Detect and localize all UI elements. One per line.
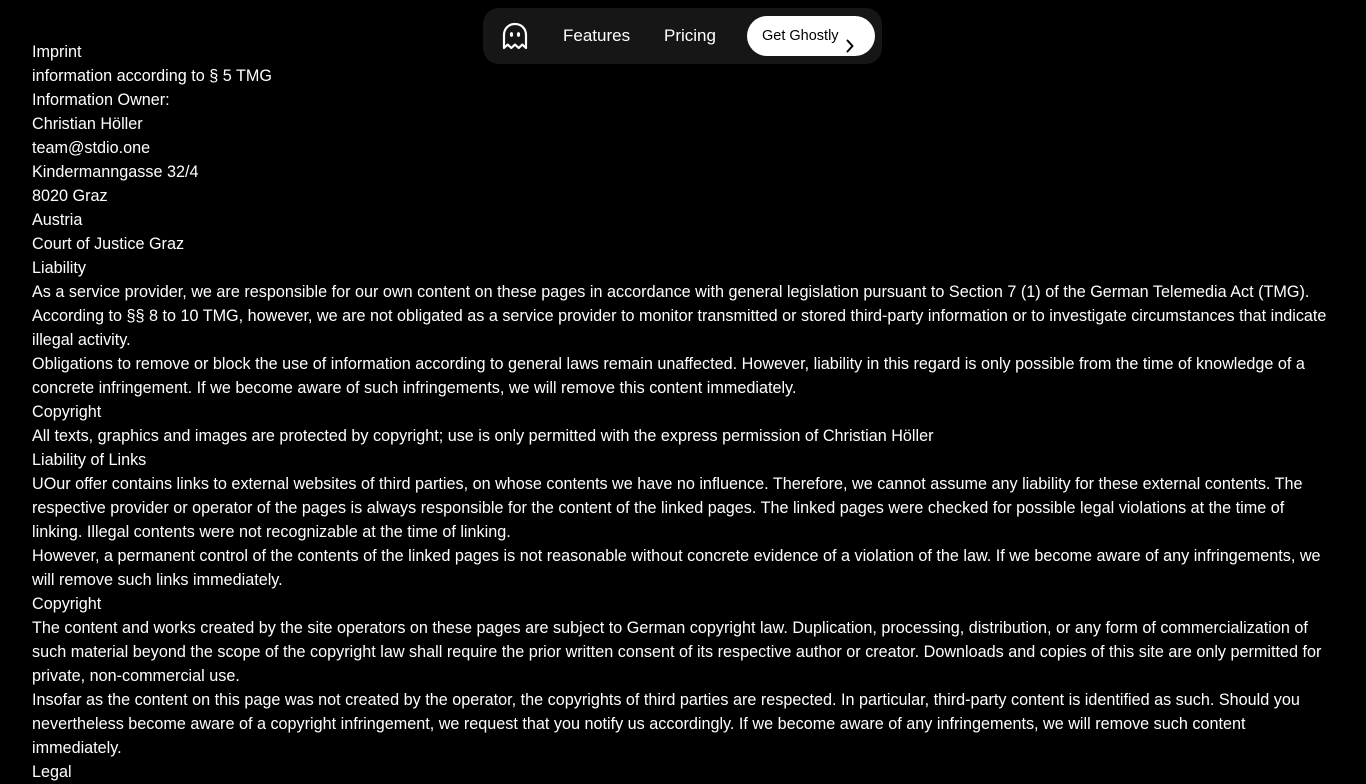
owner-country: Austria — [32, 211, 83, 229]
top-navigation — [483, 8, 882, 64]
liability-heading: Liability — [32, 259, 86, 277]
links-liability-paragraph-1: UOur offer contains links to external websites of third parties, on whose contents we have no influence. Therefore, we cannot assume any liability for these external contents. The respective provider or operator of the pages is always responsible for the content of the linked pages. The linked pages were checked for possible legal violations at the time of linking. Illegal contents were not recognizable at the time of linking. — [32, 475, 1303, 541]
ghost-icon[interactable] — [500, 22, 530, 50]
liability-paragraph-1: As a service provider, we are responsible for our own content on these pages in accordance with general legislation pursuant to Section 7 (1) of the German Telemedia Act (TMG). According to §§ 8 to 10 TMG, however, we are not obligated as a service provider to monitor transmitted or stored third-party information or to investigate circumstances that indicate illegal activity. — [32, 283, 1327, 349]
copyright-law-paragraph-1: The content and works created by the site operators on these pages are subject to German copyright law. Duplication, processing, distribution, or any form of commercialization of such material beyond the scope of the copyright law shall require the prior written consent of its respective author or creator. Downloads and copies of this site are only permitted for private, non-commercial use. — [32, 619, 1322, 685]
court-of-justice: Court of Justice Graz — [32, 235, 185, 253]
liability-paragraph-2: Obligations to remove or block the use of information according to general laws remain unaffected. However, liability in this regard is only possible from the time of knowledge of a concrete infringement. If we become aware of such infringements, we will remove this content immediately. — [32, 355, 1305, 397]
links-liability-paragraph-2: However, a permanent control of the contents of the linked pages is not reasonable without concrete evidence of a violation of the law. If we become aware of any infringements, we will remove such links immediately. — [32, 547, 1321, 589]
owner-name: Christian Höller — [32, 115, 143, 133]
owner-label: Information Owner: — [32, 91, 170, 109]
owner-email: team@stdio.one — [32, 139, 151, 157]
links-liability-heading: Liability of Links — [32, 451, 147, 469]
next-section-heading: Legal — [32, 763, 72, 781]
copyright-paragraph: All texts, graphics and images are protected by copyright; use is only permitted with the express permission of Christian Höller — [32, 427, 934, 445]
imprint-content — [32, 40, 1337, 784]
copyright-heading: Copyright — [32, 403, 102, 421]
copyright-law-paragraph-2: Insofar as the content on this page was not created by the operator, the copyrights of third parties are respected. In particular, third-party content is identified as such. Should you nevertheless become aware of a copyright infringement, we request that you notify us accordingly. If we become aware of any infringements, we will remove such content immediately. — [32, 691, 1300, 757]
nav-link-features[interactable]: Features — [563, 26, 631, 45]
nav-link-pricing[interactable]: Pricing — [664, 26, 716, 45]
owner-street: Kindermanngasse 32/4 — [32, 163, 199, 181]
get-ghostly-button[interactable] — [747, 16, 875, 56]
imprint-heading: Imprint — [32, 43, 82, 61]
info-line: information according to § 5 TMG — [32, 67, 272, 85]
get-ghostly-label: Get Ghostly — [762, 28, 839, 44]
owner-city: 8020 Graz — [32, 187, 108, 205]
copyright-law-heading: Copyright — [32, 595, 102, 613]
chevron-right-icon — [845, 29, 855, 43]
